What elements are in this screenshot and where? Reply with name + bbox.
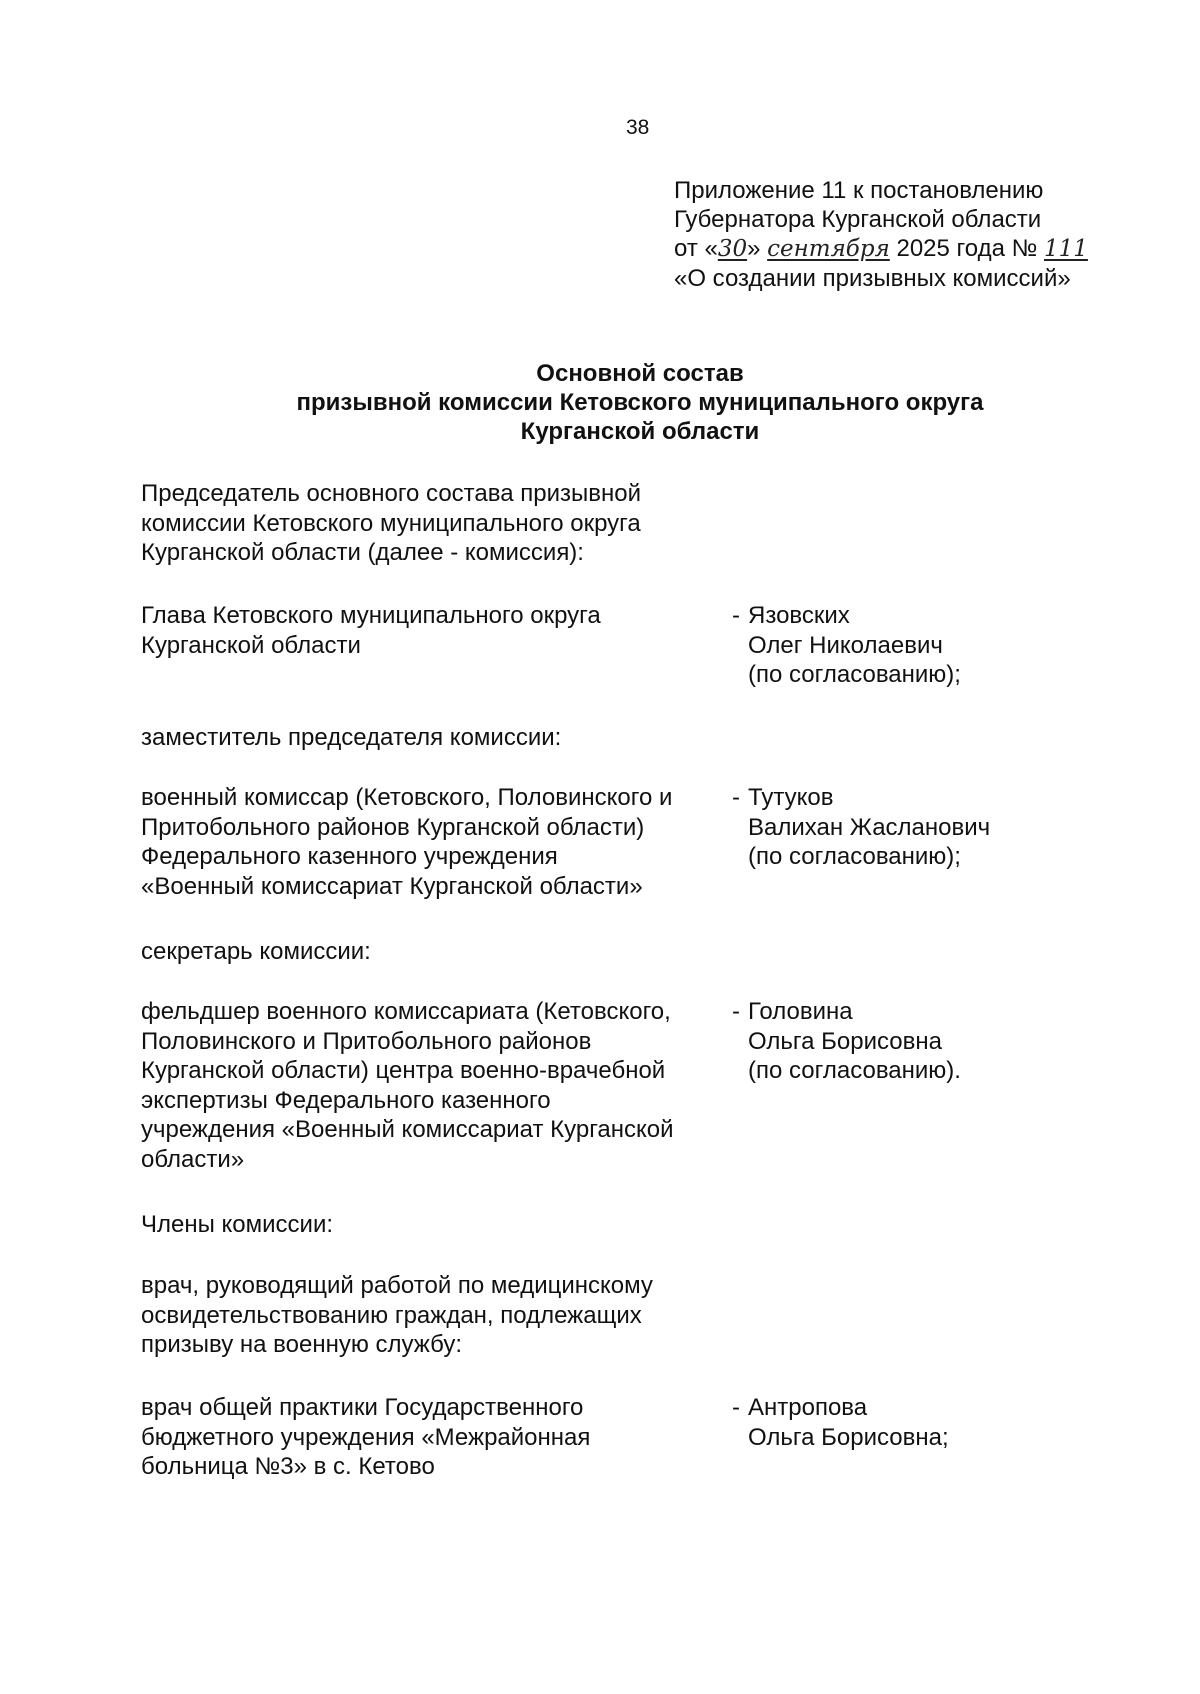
- member-surname: Головина: [748, 998, 853, 1025]
- annex-date-month: сентября: [767, 236, 890, 262]
- position-line: Притобольного районов Курганской области): [141, 813, 645, 841]
- members-heading: Члены комиссии:: [141, 1211, 334, 1238]
- position-line: Федерального казенного учреждения: [141, 843, 558, 870]
- member-name: Олег Николаевич: [748, 631, 943, 659]
- position-line: области»: [141, 1145, 245, 1173]
- member-note: (по согласованию).: [748, 1057, 961, 1084]
- member-note: (по согласованию);: [748, 843, 961, 870]
- annex-block: [674, 176, 1154, 293]
- member-name: Валихан Жасланович: [748, 813, 991, 841]
- position-line: Курганской области: [141, 631, 361, 659]
- deputy-heading: заместитель председателя комиссии:: [141, 724, 562, 751]
- member-position-1: [141, 783, 731, 901]
- annex-line-1: Приложение 11 к постановлению: [674, 177, 1044, 204]
- annex-doc-number: 111: [1044, 236, 1088, 262]
- member-surname: Язовских: [748, 602, 850, 629]
- annex-date-line: [674, 234, 1154, 264]
- position-line: военный комиссар (Кетовского, Половинского и: [141, 784, 673, 811]
- secretary-heading: секретарь комиссии:: [141, 938, 371, 965]
- member-person-2: [732, 997, 1032, 1086]
- position-line: Курганской области) центра военно-врачебной: [141, 1057, 666, 1084]
- doctor-heading-line-1: врач, руководящий работой по медицинскому: [141, 1272, 653, 1299]
- member-note: (по согласованию);: [748, 661, 961, 688]
- dash: -: [732, 1394, 740, 1421]
- annex-date-day: 30: [717, 236, 748, 262]
- position-line: «Военный комиссариат Курганской области»: [141, 872, 643, 900]
- doctor-heading-line-3: призыву на военную службу:: [141, 1331, 462, 1358]
- title-line-3: Курганской области: [520, 418, 760, 445]
- chairman-heading-line-3: Курганской области (далее - комиссия):: [141, 539, 584, 566]
- doctor-heading: [141, 1271, 653, 1360]
- dash: -: [732, 784, 740, 811]
- position-line: бюджетного учреждения «Межрайонная: [141, 1423, 591, 1451]
- member-surname: Антропова: [748, 1394, 868, 1421]
- position-line: экспертизы Федерального казенного: [141, 1086, 551, 1114]
- position-line: учреждения «Военный комиссариат Курганской: [141, 1116, 674, 1143]
- annex-date-sep: »: [747, 235, 768, 262]
- member-person-1: [732, 783, 1032, 872]
- title-line-1: Основной состав: [536, 360, 744, 387]
- annex-line-4: «О создании призывных комиссий»: [674, 265, 1071, 292]
- chairman-heading-line-2: комиссии Кетовского муниципального округа: [141, 509, 641, 537]
- position-line: врач общей практики Государственного: [141, 1394, 584, 1421]
- dash: -: [732, 998, 740, 1025]
- member-position-0: [141, 601, 731, 660]
- member-surname: Тутуков: [748, 784, 834, 811]
- annex-date-prefix: от «: [674, 235, 718, 262]
- chairman-heading-line-1: Председатель основного состава призывной: [141, 480, 642, 507]
- doctor-heading-line-2: освидетельствованию граждан, подлежащих: [141, 1301, 642, 1329]
- member-person-0: [732, 601, 1032, 690]
- member-name: Ольга Борисовна: [748, 1027, 942, 1055]
- position-line: фельдшер военного комиссариата (Кетовского,: [141, 998, 671, 1025]
- member-position-3: [141, 1393, 731, 1482]
- member-name: Ольга Борисовна;: [748, 1423, 949, 1451]
- position-line: Глава Кетовского муниципального округа: [141, 602, 601, 629]
- position-line: Половинского и Притобольного районов: [141, 1027, 592, 1055]
- annex-date-year: 2025 года №: [889, 235, 1045, 262]
- dash: -: [732, 602, 740, 629]
- position-line: больница №3» в с. Кетово: [141, 1453, 435, 1480]
- chairman-heading: [141, 479, 641, 568]
- title-line-2: призывной комиссии Кетовского муниципального округа: [296, 389, 984, 416]
- member-position-2: [141, 997, 731, 1174]
- page-number: 38: [626, 116, 650, 139]
- document-title: [140, 359, 1140, 446]
- member-person-3: [732, 1393, 1032, 1452]
- annex-line-2: Губернатора Курганской области: [674, 206, 1042, 233]
